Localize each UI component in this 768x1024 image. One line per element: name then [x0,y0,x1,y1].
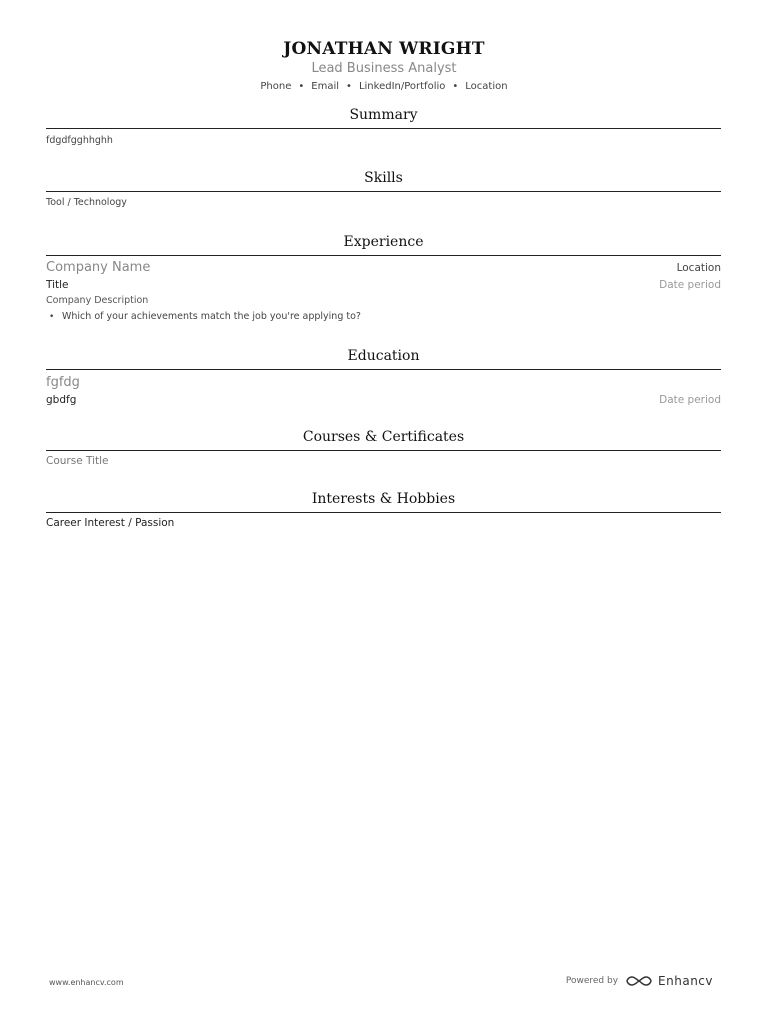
achievement-bullet[interactable]: • Which of your achievements match the job you're applying to? [46,310,721,324]
experience-section [46,233,721,324]
enhancv-logo[interactable] [626,974,713,988]
candidate-role[interactable]: Lead Business Analyst [311,61,457,76]
contact-location[interactable]: Location [465,81,508,92]
education-section [46,347,721,408]
experience-company-row [46,259,721,277]
job-date-period[interactable]: Date period [659,279,721,291]
school-name[interactable]: fgfdg [46,375,80,390]
separator-dot-icon: • [452,81,459,92]
interests-section [46,490,721,529]
summary-text[interactable]: fdgdfgghhghh [46,135,113,146]
footer-branding [566,974,713,988]
contact-line [0,80,768,94]
section-title-education[interactable]: Education [46,347,721,370]
education-date-period[interactable]: Date period [659,394,721,406]
skill-item[interactable]: Tool / Technology [46,197,127,208]
job-title[interactable]: Title [46,279,69,291]
separator-dot-icon: • [298,81,305,92]
separator-dot-icon: • [346,81,352,92]
course-title[interactable]: Course Title [46,455,109,467]
footer-website[interactable]: www.enhancv.com [49,978,124,987]
contact-phone[interactable]: Phone [260,81,292,92]
interest-item[interactable]: Career Interest / Passion [46,517,175,529]
section-title-experience[interactable]: Experience [46,233,721,256]
education-degree-row [46,392,721,408]
section-title-courses[interactable]: Courses & Certificates [46,428,721,451]
summary-section [46,106,721,147]
enhancv-logo-icon [626,975,652,987]
contact-email[interactable]: Email [311,81,340,92]
courses-section [46,428,721,467]
skills-section [46,169,721,209]
resume-header [0,38,768,94]
section-title-interests[interactable]: Interests & Hobbies [46,490,721,513]
section-title-summary[interactable]: Summary [46,106,721,129]
company-location[interactable]: Location [676,262,721,274]
section-title-skills[interactable]: Skills [46,169,721,192]
company-description[interactable]: Company Description [46,295,149,306]
powered-by-label: Powered by [565,976,619,986]
company-name[interactable]: Company Name [46,260,151,275]
candidate-name[interactable]: JONATHAN WRIGHT [283,39,485,59]
contact-linkedin[interactable]: LinkedIn/Portfolio [358,81,446,92]
degree-name[interactable]: gbdfg [46,394,77,406]
brand-name: Enhancv [658,974,713,988]
experience-title-row [46,277,721,293]
